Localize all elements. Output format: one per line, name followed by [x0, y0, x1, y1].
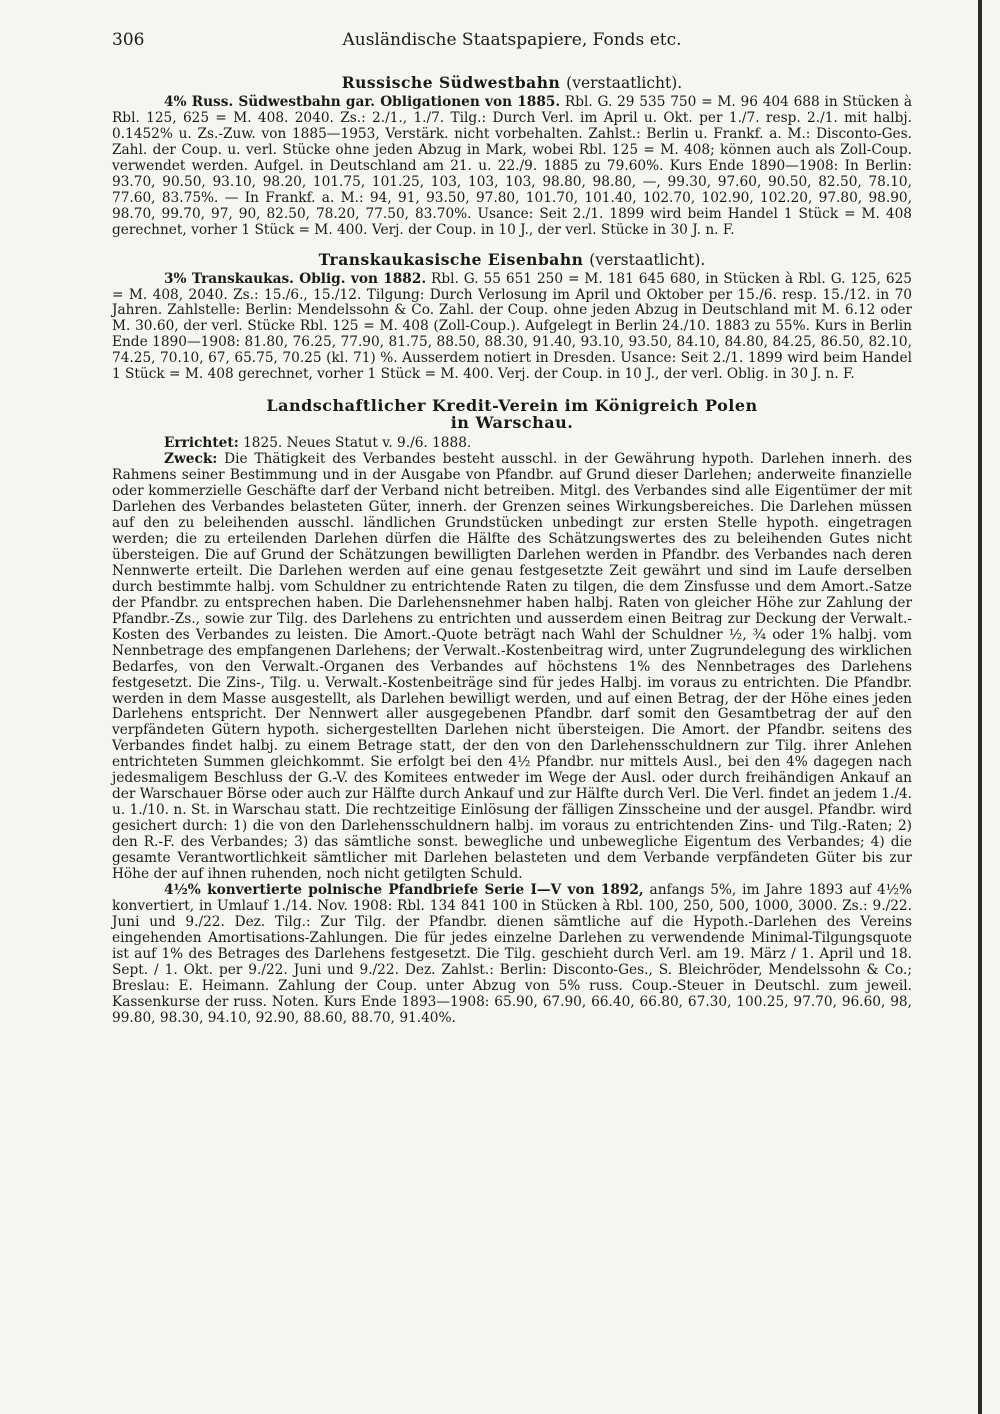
running-title: Ausländische Staatspapiere, Fonds etc. — [342, 30, 682, 50]
section-title-suedwestbahn — [112, 74, 912, 92]
section-paragraph-suedwestbahn — [112, 95, 912, 239]
bond-body: Rbl. G. 55 651 250 = M. 181 645 680, in Stücken à Rbl. G. 125, 625 = M. 408, 2040. Zs.: 15./6., 15./12. Tilgung: Durch Verlosung im April und Oktober per 15./6. resp. 15./12. in 70 Jahren. Zahlstelle: Berlin: Mendelssohn & Co. Zahl. der Coup. ohne jeden Abzug in Deutschland mit M. 6.12 oder M. 30.60, der verl. Stücke Rbl. 125 = M. 408 (Zoll-Coup.). Aufgelegt in Berlin 24./10. 1883 zu 55%. Kurs in Berlin Ende 1890—1908: 81.80, 76.25, 77.90, 81.75, 88.50, 88.30, 91.40, 93.10, 93.50, 84.10, 84.80, 84.25, 86.50, 82.10, 74.25, 70.10, 67, 65.75, 70.25 (kl. 71) %. Ausserdem notiert in Dresden. Usance: Seit 2./1. 1899 wird beim Handel 1 Stück = M. 408 gerechnet, vorher 1 Stück = M. 400. Verj. der Coup. in 10 J., der verl. Oblig. in 30 J. n. F. — [112, 270, 912, 383]
section-title-line-1: Landschaftlicher Kredit-Verein im Königreich Polen — [266, 396, 758, 416]
page — [112, 30, 912, 1027]
section-title-landschaft — [112, 397, 912, 431]
section-paragraph-transkaukasische — [112, 272, 912, 384]
zweck-paragraph — [112, 452, 912, 883]
bond-body: Rbl. G. 29 535 750 = M. 96 404 688 in Stücken à Rbl. 125, 625 = M. 408. 2040. Zs.: 2./1., 1./7. Tilg.: Durch Verl. im April u. Okt. per 1./7. resp. 2./1. mit halbj. 0.1452% u. Zs.-Zuw. von 1885—1953, Verstärk. nicht vorbehalten. Zahlst.: Berlin u. Frankf. a. M.: Disconto-Ges. Zahl. der Coup. u. verl. Stücke ohne jeden Abzug in Mark, wobei Rbl. 125 = M. 408; können auch als Zoll-Coup. verwendet werden. Aufgel. in Deutschland am 21. u. 22./9. 1885 zu 79.60%. Kurs Ende 1890—1908: In Berlin: 93.70, 90.50, 93.10, 98.20, 101.75, 101.25, 103, 103, 103, 98.80, 98.80, —, 99.30, 97.60, 90.50, 82.50, 78.10, 77.60, 83.75%. — In Frankf. a. M.: 94, 91, 93.50, 97.80, 101.70, 101.40, 102.70, 102.90, 102.20, 97.80, 98.90, 98.70, 99.70, 97, 90, 82.50, 78.20, 77.50, 83.70%. Usance: Seit 2./1. 1899 wird beim Handel 1 Stück = M. 408 gerechnet, vorher 1 Stück = M. 400. Verj. der Coup. in 10 J., der verl. Stücke in 30 J. n. F. — [112, 94, 912, 238]
section-title-transkaukasische — [112, 251, 912, 269]
zweck-label: Zweck: — [164, 451, 218, 468]
section-title-line-2: in Warschau. — [450, 413, 574, 433]
page-edge-line — [978, 0, 982, 1414]
section-title-text: Transkaukasische Eisenbahn — [318, 249, 584, 269]
section-title-text: Russische Südwestbahn — [341, 73, 561, 92]
page-header — [112, 30, 912, 56]
section-title-suffix: (verstaatlicht). — [589, 250, 706, 269]
pfandbriefe-paragraph — [112, 883, 912, 1027]
zweck-text: Die Thätigkeit des Verbandes besteht ausschl. in der Gewährung hypoth. Darlehen innerh. des Rahmens seiner Bestimmung und in der Ausgabe von Pfandbr. auf Grund dieser Darlehen; anderweite finanzielle oder kommerzielle Geschäfte darf der Verband nicht betreiben. Mitgl. des Verbandes sind alle Eigentümer der mit Darlehen des Verbandes belasteten Güter, innerh. der Grenzen seines Wirkungsbereiches. Die Darlehen müssen auf den zu beleihenden ausschl. ländlichen Grundstücken unbedingt zur ersten Stelle hypoth. eingetragen werden; die zu erteilenden Darlehen dürfen die Hälfte des Schätzungswertes des zu beleihenden Gutes nicht übersteigen. Die auf Grund der Schätzungen bewilligten Darlehen werden in Pfandbr. des Verbandes nach deren Nennwerte erteilt. Die Darlehen werden auf eine genau festgesetzte Zeit gewährt und sind im Laufe derselben durch bestimmte halbj. vom Schuldner zu entrichtende Raten zu tilgen, die dem Zinsfusse und dem Amort.-Satze der Pfandbr. zu entsprechen haben. Die Darlehensnehmer haben halbj. Raten von gleicher Höhe zur Zahlung der Pfandbr.-Zs., sowie zur Tilg. des Darlehens zu entrichten und ausserdem einen Beitrag zur Deckung der Verwalt.-Kosten des Verbandes zu leisten. Die Amort.-Quote beträgt nach Wahl der Schuldner ½, ¾ oder 1% halbj. vom Nennbetrage des empfangenen Darlehens; der Verwalt.-Kostenbeitrag wird, unter Zugrundelegung des wirklichen Bedarfes, von den Verwalt.-Organen des Verbandes auf höchstens 1% des Nennbetrages des Darlehens festgesetzt. Die Zins-, Tilg. u. Verwalt.-Kostenbeiträge sind für jedes Halbj. im voraus zu entrichten. Die Pfandbr. werden in dem Masse ausgestellt, als Darlehen bewilligt werden, und auf einen Betrag, der der Höhe eines jeden Darlehens entspricht. Der Nennwert aller ausgegebenen Pfandbr. darf somit den Gesamtbetrag der auf den verpfändeten Gütern hypoth. sichergestellten Darlehen nicht übersteigen. Die Amort. der Pfandbr. seitens des Verbandes findet halbj. zu einem Betrage statt, der den von den Darlehensschuldnern zur Tilg. ihrer Anlehen entrichteten Summen gleichkommt. Sie erfolgt bei den 4½ Pfandbr. nur mittels Ausl., bei den 4% dagegen nach jedesmaligem Beschluss der G.-V. des Komitees entweder im Wege der Ausl. oder durch freihändigen Ankauf an der Warschauer Börse oder auch zur Hälfte durch Ankauf und zur Hälfte durch Verl. Die Verl. findet an jedem 1./4. u. 1./10. n. St. in Warschau statt. Die rechtzeitige Einlösung der fälligen Zinsscheine und der ausgel. Pfandbr. wird gesichert durch: 1) die von den Darlehensschuldnern halbj. im voraus zu entrichtenden Zins- und Tilg.-Raten; 2) den R.-F. des Verbandes; 3) das sämtliche sonst. bewegliche und unbewegliche Eigentum des Verbandes; 4) die gesamte Verantwortlichkeit sämtlicher mit Darlehen belasteten und dem Verbande verpfändeten Güter bis zur Höhe der auf ihnen ruhenden, noch nicht getilgten Schuld. — [112, 451, 912, 882]
bond-lead: 4% Russ. Südwestbahn gar. Obligationen von 1885. — [164, 94, 561, 110]
bond-lead: 3% Transkaukas. Oblig. von 1882. — [164, 270, 427, 287]
section-title-suffix: (verstaatlicht). — [566, 74, 683, 92]
errichtet-label: Errichtet: — [164, 435, 239, 452]
pfandbriefe-text: anfangs 5%, im Jahre 1893 auf 4½% konvertiert, in Umlauf 1./14. Nov. 1908: Rbl. 134 841 100 in Stücken à Rbl. 100, 250, 500, 1000, 3000. Zs.: 9./22. Juni und 9./22. Dez. Tilg.: Zur Tilg. der Pfandbr. dienen sämtliche auf die Hypoth.-Darlehen des Vereins eingehenden Amortisations-Zahlungen. Die für jedes einzelne Darlehen zu verwendende Minimal-Tilgungsquote ist auf 1% des Betrages des Darlehens festgesetzt. Die Tilg. geschieht durch Verl. am 19. März / 1. April und 18. Sept. / 1. Okt. per 9./22. Juni und 9./22. Dez. Zahlst.: Berlin: Disconto-Ges., S. Bleichröder, Mendelssohn & Co.; Breslau: E. Heimann. Zahlung der Coup. unter Abzug von 5% russ. Coup.-Steuer in Deutschl. zum jeweil. Kassenkurse der russ. Noten. Kurs Ende 1893—1908: 65.90, 67.90, 66.40, 66.80, 67.30, 100.25, 97.70, 96.60, 98, 99.80, 98.30, 94.10, 92.90, 88.60, 88.70, 91.40%. — [112, 881, 912, 1026]
pfandbriefe-lead: 4½% konvertierte polnische Pfandbriefe Serie I—V von 1892, — [164, 881, 644, 898]
page-number: 306 — [112, 30, 145, 50]
errichtet-text: 1825. Neues Statut v. 9./6. 1888. — [238, 435, 472, 452]
errichtet-paragraph — [112, 436, 912, 452]
